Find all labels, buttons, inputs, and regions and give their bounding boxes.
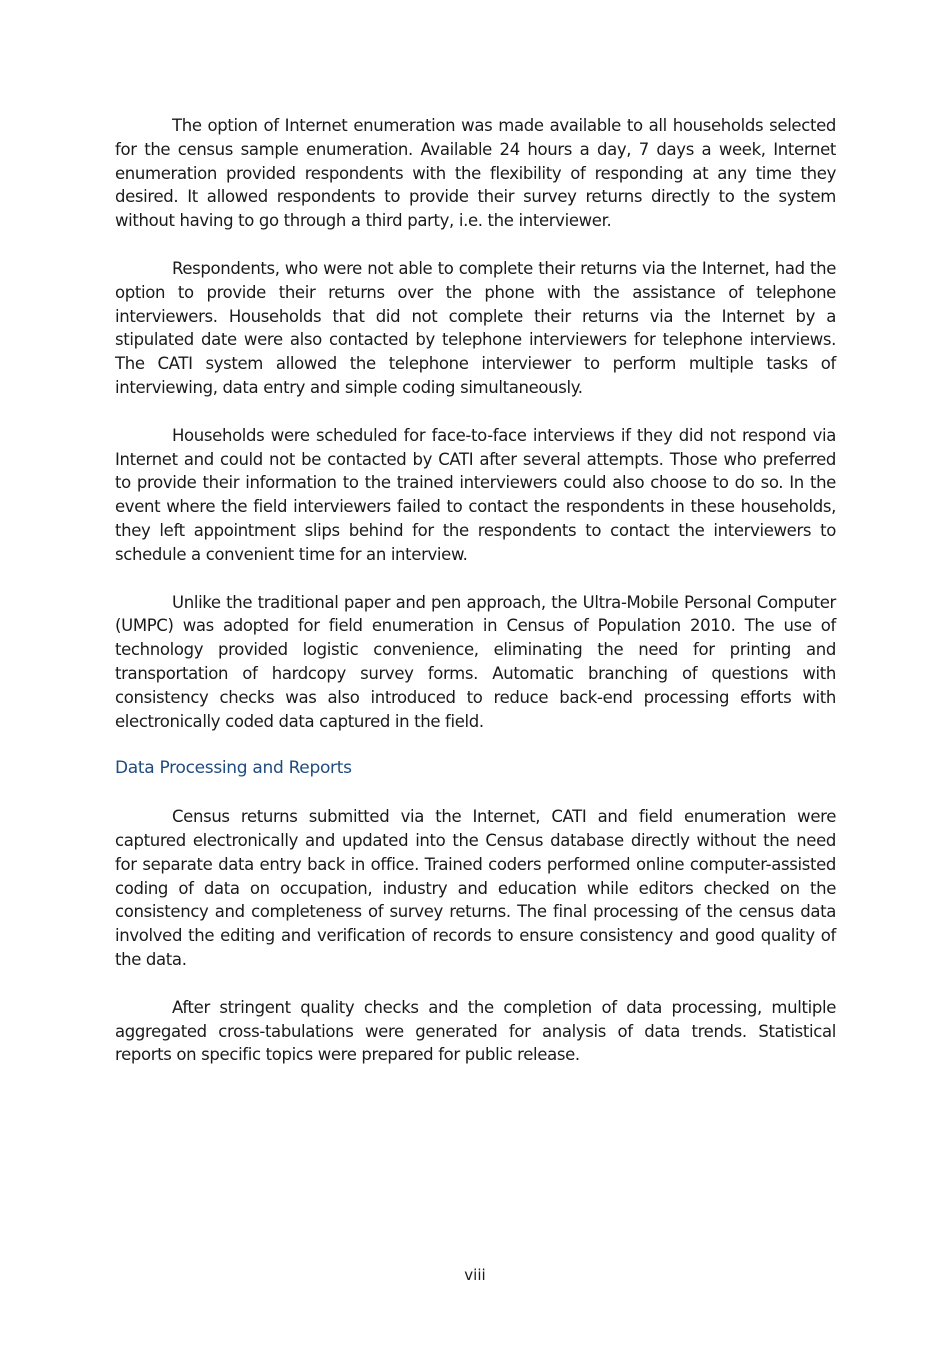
section-heading-data-processing: Data Processing and Reports	[115, 758, 352, 779]
page-number: viii	[464, 1266, 486, 1284]
paragraph-internet-enumeration: The option of Internet enumeration was made available to all households selected for the census sample enumeration. Available 24 hours a day, 7 days a week, Internet enumeration provided respondents with the flexibility of responding at any time they desired. It allowed respondents to provide their survey returns directly to the system without having to go through a third party, i.e. the interviewer.	[115, 116, 836, 231]
document-page	[115, 114, 836, 1091]
paragraph-umpc-field-enumeration: Unlike the traditional paper and pen approach, the Ultra-Mobile Personal Computer (UMPC) was adopted for field enumeration in Census of Population 2010. The use of technology provided logistic convenience, eliminating the need for printing and transportation of hardcopy survey forms. Automatic branching of questions with consistency checks was also introduced to reduce back-end processing efforts with electronically coded data captured in the field.	[115, 592, 836, 731]
paragraph-telephone-interviews: Respondents, who were not able to complete their returns via the Internet, had the option to provide their returns over the phone with the assistance of telephone interviewers. Households that did not complete their returns via the Internet by a stipulated date were also contacted by telephone interviewers for telephone interviews. The CATI system allowed the telephone interviewer to perform multiple tasks of interviewing, data entry and simple coding simultaneously.	[115, 258, 836, 397]
paragraph-quality-checks-reports: After stringent quality checks and the completion of data processing, multiple aggregated cross-tabulations were generated for analysis of data trends. Statistical reports on specific topics were prepared for public release.	[115, 997, 836, 1065]
paragraph-face-to-face-interviews: Households were scheduled for face-to-face interviews if they did not respond via Internet and could not be contacted by CATI after several attempts. Those who preferred to provide their information to the trained interviewers could also choose to do so. In the event where the field interviewers failed to contact the respondents in these households, they left appointment slips behind for the respondents to contact the interviewers to schedule a convenient time for an interview.	[115, 425, 836, 564]
paragraph-census-returns-processing: Census returns submitted via the Internet, CATI and field enumeration were captured electronically and updated into the Census database directly without the need for separate data entry back in office. Trained coders performed online computer-assisted coding of data on occupation, industry and education while editors checked on the consistency and completeness of survey returns. The final processing of the census data involved the editing and verification of records to ensure consistency and good quality of the data.	[115, 807, 836, 969]
